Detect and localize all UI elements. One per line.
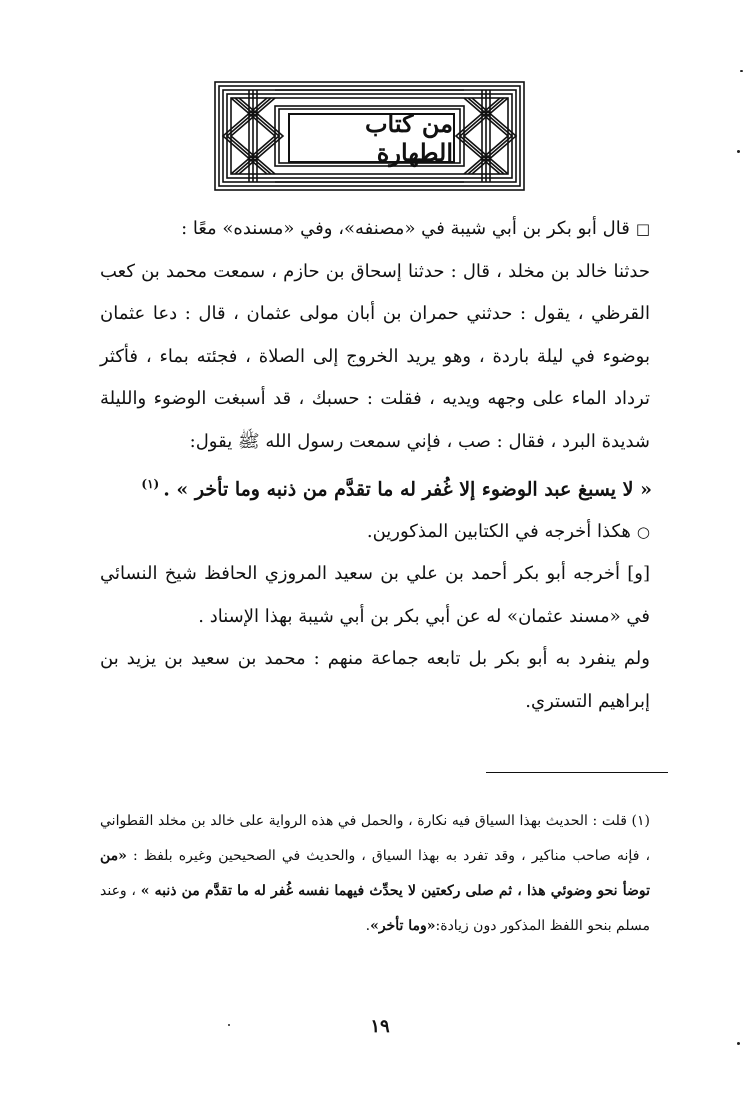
footnote-quote-2: «وما تأخر» [370,918,436,934]
chapter-title-frame [213,80,526,192]
footnote-middle: ، وعند مسلم بنحو اللفظ المذكور دون زيادة: [100,883,650,934]
footnote-reference: (١) [141,477,160,491]
footnote-quote-1: «من توضأ نحو وضوئي هذا ، ثم صلى ركعتين لا يحدِّث فيهما نفسه غُفر له ما تقدَّم من ذنبه » [100,848,650,899]
scan-speck [740,70,743,72]
footnote-paragraph [100,804,674,944]
circle-bullet-icon: ○ [636,522,650,541]
paragraph-1-text: قال أبو بكر بن أبي شيبة في «مصنفه»، وفي «مسنده» معًا : [181,218,630,239]
paragraph-1 [100,208,674,251]
footnote-divider [486,772,668,773]
paragraph-5: ولم ينفرد به أبو بكر بل تابعه جماعة منهم : محمد بن سعيد بن يزيد بن إبراهيم التستري. [100,648,650,712]
paragraph-2: حدثنا خالد بن مخلد ، قال : حدثنا إسحاق بن حازم ، سمعت محمد بن كعب القرظي ، يقول : حدثني حمران بن أبان مولى عثمان ، قال : دعا عثمان بوضوء في ليلة باردة ، وهو يريد الخروج إلى الصلاة ، فجئته بماء ، فأكثر ترداد الماء على وجهه ويديه ، فقلت : حسبك ، قد أسبغت الوضوء والليلة شديدة البرد ، فقال : صب ، فإني سمعت رسول الله ﷺ يقول: [100,260,650,452]
scan-speck [737,1042,740,1045]
scan-speck [228,1024,230,1026]
hadith-text: « لا يسبغ عبد الوضوء إلا غُفر له ما تقدَّم من ذنبه وما تأخر » . [163,478,652,501]
footnote [100,804,674,944]
chapter-title: من كتاب الطهارة [288,113,455,163]
footnote-intro: (١) قلت : الحديث بهذا السياق فيه نكارة ، والحمل في هذه الرواية على خالد بن مخلد القطواني ، فإنه صاحب مناكير ، وقد تفرد به بهذا السياق ، والحديث في الصحيحين وغيره بلفظ : [100,813,650,864]
footnote-end: . [365,918,371,934]
paragraph-4: [و] أخرجه أبو بكر أحمد بن علي بن سعيد المروزي الحافظ شيخ النسائي في «مسند عثمان» له عن أبي بكر بن أبي شيبة بهذا الإسناد . [100,563,650,627]
scan-speck [737,150,740,153]
paragraph-3 [100,511,674,554]
hadith-quote [100,463,674,511]
square-bullet-icon: □ [635,220,650,238]
page-number: ١٩ [370,1016,390,1037]
main-text [100,208,674,723]
paragraph-3-text: هكذا أخرجه في الكتابين المذكورين. [366,520,631,542]
